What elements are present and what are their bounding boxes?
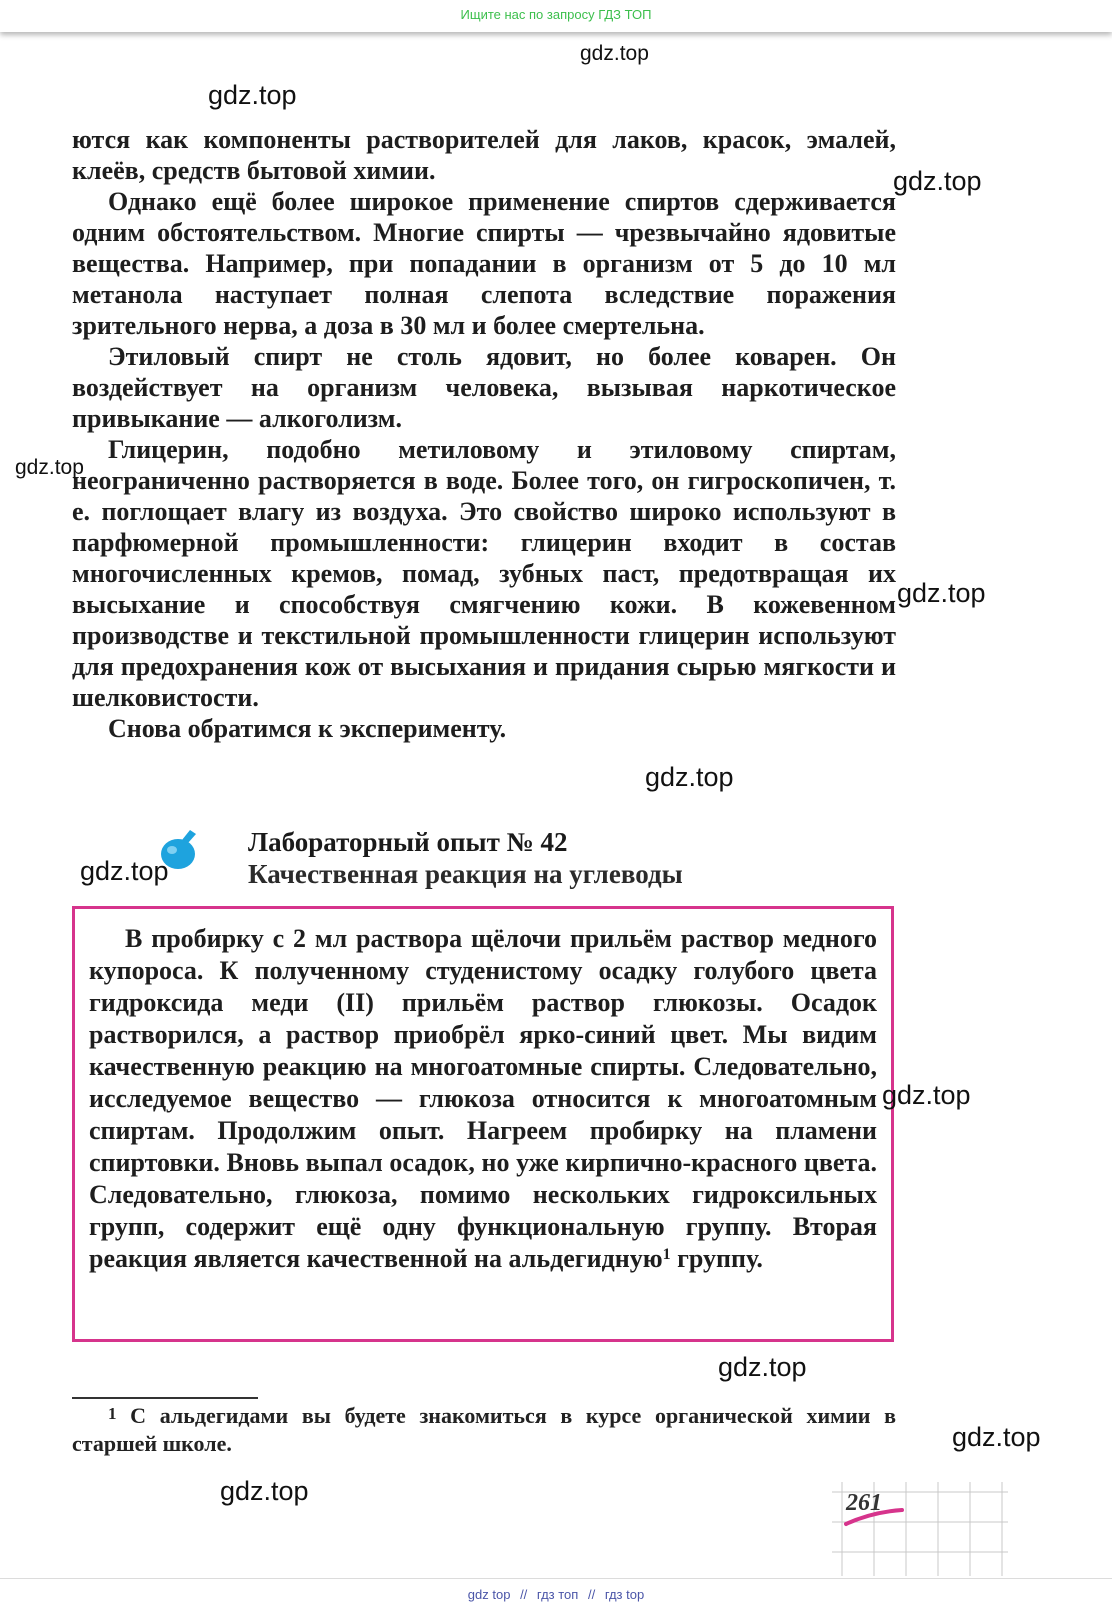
lab-box <box>72 906 894 1342</box>
lab-subtitle: Качественная реакция на углеводы <box>248 859 683 889</box>
lab-text-body: В пробирку с 2 мл раствора щёлочи прильём раствор медного купороса. К полученному студенистому осадку голубого цвета гидроксида меди (II) прильём раствор глюкозы. Осадок растворился, а раствор приобрёл ярко-синий цвет. Мы видим качественную реакцию на многоатомные спирты. Следовательно, исследуемое вещество — глюкоза относится к многоатомным спиртам. Продолжим опыт. Нагреем пробирку на пламени спиртовки. Вновь выпал осадок, но уже кирпично-красного цвета. Следовательно, глюкоза, помимо нескольких гидроксильных групп, содержит ещё одну функциональную группу. Вторая реакция является качественной на альдегидную <box>89 924 877 1273</box>
lab-text <box>89 923 877 1275</box>
footnote-marker: 1 <box>662 1246 671 1263</box>
paragraph: ются как компоненты растворителей для лаков, красок, эмалей, клеёв, средств бытовой химии. <box>72 125 896 185</box>
bottom-separator: // <box>520 1587 528 1602</box>
paragraph: Снова обратимся к эксперименту. <box>108 714 507 743</box>
paragraph: Глицерин, подобно метиловому и этиловому спиртам, неограниченно растворяется в воде. Более того, он гигроскопичен, т. е. поглощает влагу из воздуха. Это свойство широко используют в парфюмерной промышленности: глицерин входит в состав многочисленных кремов, помад, зубных паст, предотвращая их высыхание и способствуя смягчению кожи. В кожевенном производстве и текстильной промышленности глицерин используют для предохранения кож от высыхания и придания сырью мягкости и шелковистости. <box>72 435 896 712</box>
bottom-link[interactable]: гдз топ <box>536 1587 579 1602</box>
lab-title: Лабораторный опыт № 42 <box>248 827 568 857</box>
top-banner[interactable] <box>0 0 1112 32</box>
watermark: gdz.top <box>952 1422 1041 1452</box>
paragraph: Однако ещё более широкое применение спиртов сдерживается одним обстоятельством. Многие спирты — чрезвычайно ядовитые вещества. Например, при попадании в организм от 5 до 10 мл метанола наступает полная слепота вследствие поражения зрительного нерва, а доза в 30 мл и более смертельна. <box>72 187 896 340</box>
lab-text-end: группу. <box>670 1244 763 1273</box>
watermark: gdz.top <box>15 456 84 479</box>
watermark: gdz.top <box>220 1476 309 1506</box>
watermark: gdz.top <box>882 1080 971 1110</box>
footnote-divider <box>72 1397 258 1399</box>
watermark: gdz.top <box>893 166 982 196</box>
footnote-number: 1 <box>108 1404 117 1423</box>
watermark: gdz.top <box>897 578 986 608</box>
watermark: gdz.top <box>208 80 297 110</box>
page-number-grid <box>832 1482 1008 1576</box>
watermark: gdz.top <box>80 856 169 886</box>
footnote-text: С альдегидами вы будете знакомиться в курсе органической химии в старшей школе. <box>72 1403 896 1456</box>
body-text <box>72 124 896 744</box>
top-banner-text[interactable]: Ищите нас по запросу ГДЗ ТОП <box>460 7 652 22</box>
bottom-link[interactable]: гдз top <box>604 1587 645 1602</box>
footnote <box>72 1402 896 1458</box>
paragraph: Этиловый спирт не столь ядовит, но более коварен. Он воздействует на организм человека, вызывая наркотическое привыкание — алкоголизм. <box>72 342 896 433</box>
watermark: gdz.top <box>580 42 649 65</box>
watermark: gdz.top <box>718 1352 807 1382</box>
watermark: gdz.top <box>645 762 734 792</box>
page-number: 261 <box>846 1490 882 1516</box>
bottom-separator: // <box>587 1587 596 1602</box>
bottom-link[interactable]: gdz top <box>467 1587 511 1602</box>
bottom-links-bar <box>0 1578 1112 1611</box>
